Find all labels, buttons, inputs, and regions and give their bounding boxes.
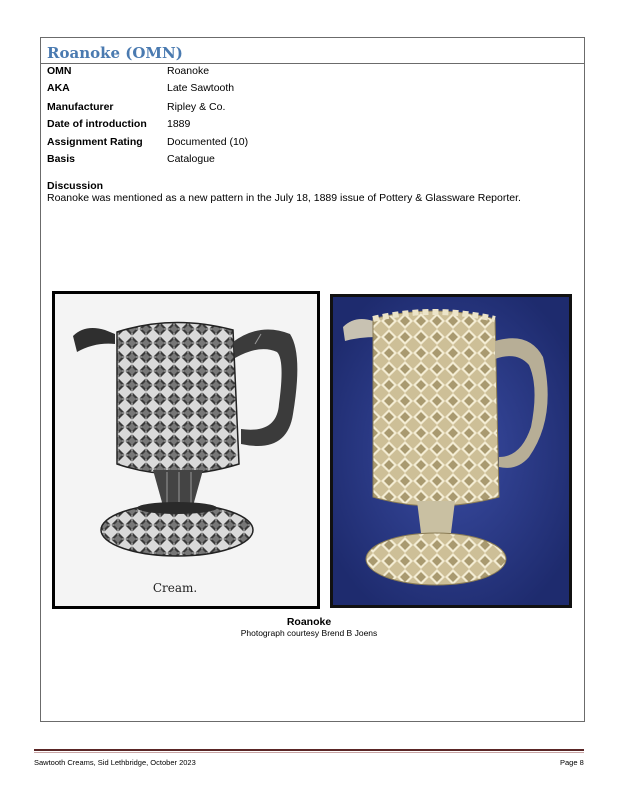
field-value: 1889 <box>167 118 191 130</box>
field-value: Roanoke <box>167 65 210 77</box>
field-label: Basis <box>47 153 76 165</box>
figure-caption: Roanoke <box>286 616 332 628</box>
discussion-heading: Discussion <box>47 180 104 192</box>
photo-credit: Photograph courtesy Brend B Joens <box>240 628 378 638</box>
creamer-engraving <box>55 294 317 606</box>
field-label: AKA <box>47 82 70 94</box>
field-label: Manufacturer <box>47 101 114 113</box>
page-title: Roanoke (OMN) <box>47 44 183 62</box>
field-value: Ripley & Co. <box>167 101 226 113</box>
footer-rule-light <box>34 752 584 753</box>
discussion-text: Roanoke was mentioned as a new pattern in the July 18, 1889 issue of Pottery & Glassware Reporter. <box>47 192 521 204</box>
footer-rule <box>34 749 584 751</box>
field-value: Late Sawtooth <box>167 82 235 94</box>
field-value: Catalogue <box>167 153 215 165</box>
field-label: OMN <box>47 65 72 77</box>
footer-left-text: Sawtooth Creams, Sid Lethbridge, October 2023 <box>34 758 196 767</box>
glass-creamer-photo <box>333 297 569 605</box>
field-label: Assignment Rating <box>47 136 143 148</box>
catalogue-label: Cream. <box>152 581 198 595</box>
field-label: Date of introduction <box>47 118 147 130</box>
creamer-photograph <box>330 294 572 608</box>
page-number: Page 8 <box>560 758 584 767</box>
title-divider <box>41 63 585 64</box>
catalogue-illustration <box>52 291 320 609</box>
field-value: Documented (10) <box>167 136 249 148</box>
